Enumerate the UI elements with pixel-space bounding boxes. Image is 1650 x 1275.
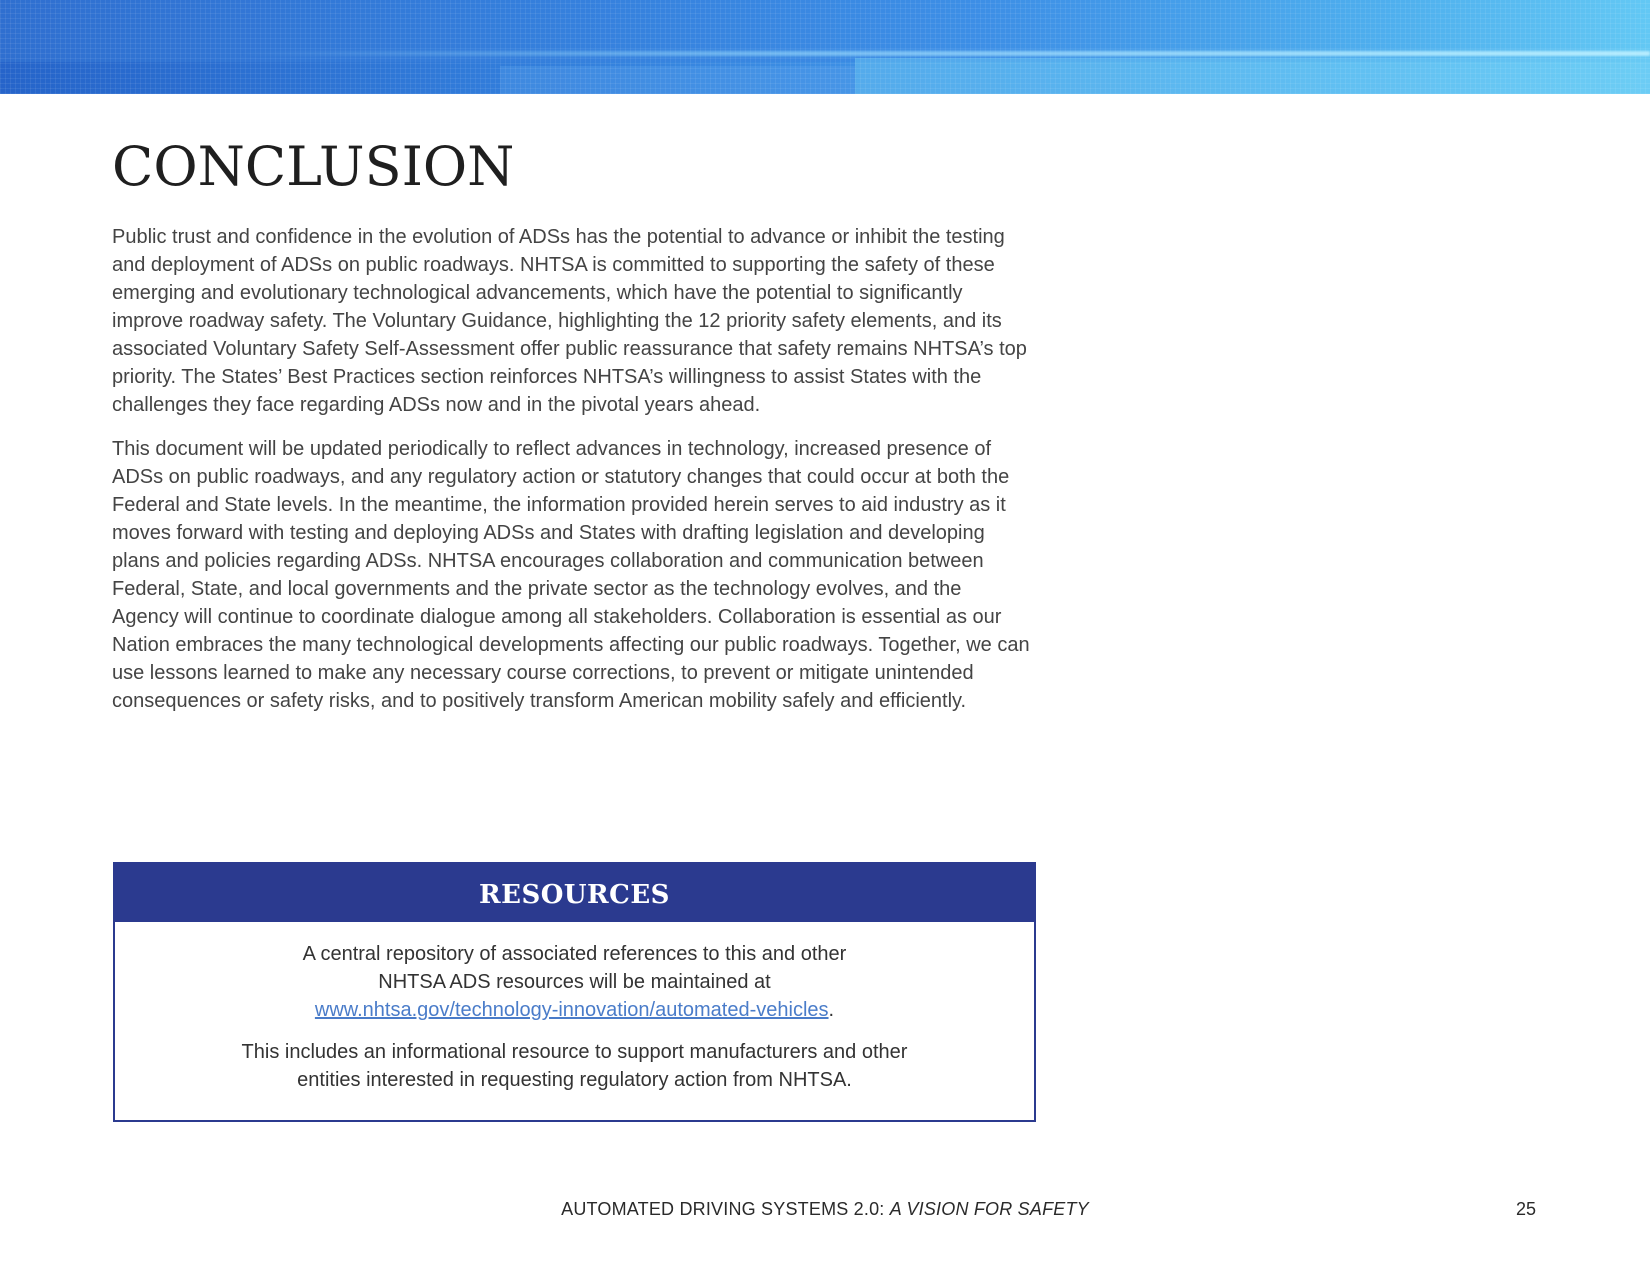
banner-light-streak [240, 51, 1650, 56]
resources-note-line-1: This includes an informational resource to support manufacturers and other [241, 1041, 908, 1063]
resources-note-line-2: entities interested in requesting regulatory action from NHTSA. [297, 1069, 852, 1091]
body-paragraph-2: This document will be updated periodically to reflect advances in technology, increased presence of ADSs on public roadways, and any regulatory action or statutory changes that could occur at both the Federal and State levels. In the meantime, the information provided herein serves to aid industry as it moves forward with testing and deploying ADSs and States with drafting legislation and developing plans and policies regarding ADSs. NHTSA encourages collaboration and communication between Federal, State, and local governments and the private sector as the technology evolves, and the Agency will continue to coordinate dialogue among all stakeholders. Collaboration is essential as our Nation embraces the many technological developments affecting our public roadways. Together, we can use lessons learned to make any necessary course corrections, to prevent or mitigate unintended consequences or safety risks, and to positively transform American mobility safely and efficiently. [112, 438, 1030, 712]
resources-text-line-2: NHTSA ADS resources will be maintained at [378, 971, 771, 993]
footer-title-subtitle: A VISION FOR SAFETY [889, 1199, 1089, 1219]
header-banner [0, 0, 1650, 94]
resources-title: RESOURCES [115, 864, 1034, 922]
banner-grid-texture [0, 0, 1650, 94]
page-number: 25 [1516, 1199, 1537, 1219]
footer-title-main: AUTOMATED DRIVING SYSTEMS 2.0: [561, 1199, 890, 1219]
resources-note [115, 1038, 1034, 1094]
body-paragraph-1: Public trust and confidence in the evolution of ADSs has the potential to advance or inhibit the testing and deployment of ADSs on public roadways. NHTSA is committed to supporting the safety of these emerging and evolutionary technological advancements, which have the potential to significantly improve roadway safety. The Voluntary Guidance, highlighting the 12 priority safety elements, and its associated Voluntary Safety Self-Assessment offer public reassurance that safety remains NHTSA’s top priority. The States’ Best Practices section reinforces NHTSA’s willingness to assist States with the challenges they face regarding ADSs now and in the pivotal years ahead. [112, 226, 1027, 416]
footer-document-title [0, 1199, 1650, 1220]
resources-link[interactable]: www.nhtsa.gov/technology-innovation/automated-vehicles [314, 999, 829, 1021]
page-title: CONCLUSION [112, 135, 515, 198]
resources-description [115, 940, 1034, 1024]
resources-link-suffix: . [828, 999, 835, 1021]
resources-text-line-1: A central repository of associated references to this and other [302, 943, 847, 965]
resources-box [113, 862, 1036, 1122]
